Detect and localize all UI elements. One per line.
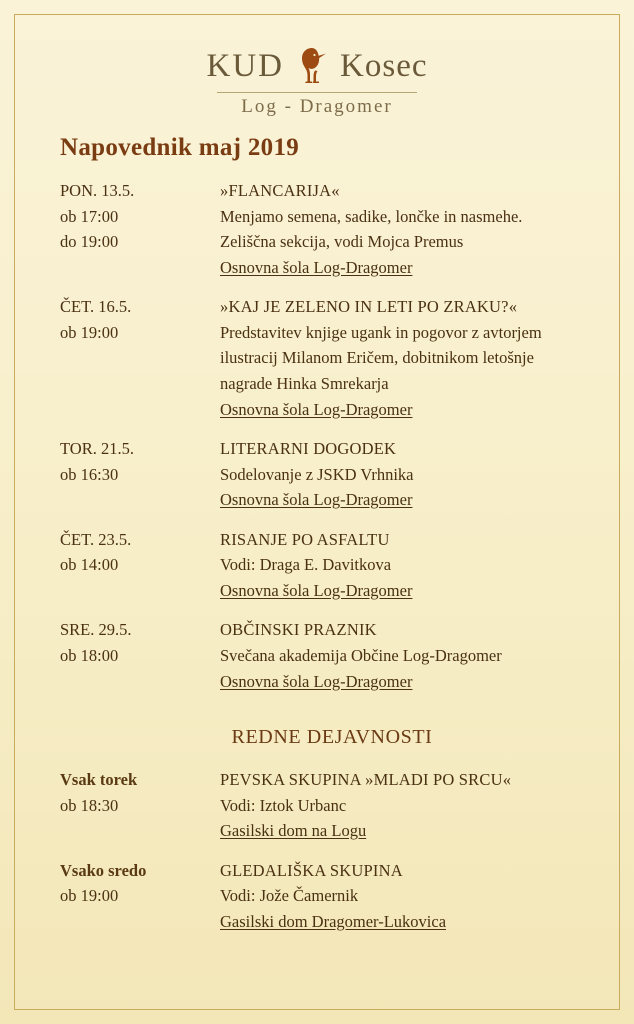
- event-row: [60, 617, 586, 694]
- page-title: Napovednik maj 2019: [60, 134, 300, 161]
- event-when: [60, 527, 220, 604]
- event-line: Svečana akademija Občine Log-Dragomer: [220, 646, 502, 665]
- event-line: Predstavitev knjige ugank in pogovor z avtorjem: [220, 322, 542, 342]
- event-details: [220, 617, 586, 694]
- event-time: ob 19:00: [60, 322, 119, 342]
- event-when: [60, 436, 220, 513]
- logo-word-kosec: Kosec: [340, 47, 428, 84]
- event-headline: RISANJE PO ASFALTU: [220, 529, 390, 549]
- event-date: TOR. 21.5.: [60, 439, 134, 459]
- event-headline: »FLANCARIJA«: [220, 181, 340, 200]
- logo-divider: [217, 92, 417, 93]
- logo-row: [48, 44, 586, 88]
- event-venue: Osnovna šola Log-Dragomer: [220, 257, 413, 277]
- regular-activity-headline: GLEDALIŠKA SKUPINA: [220, 860, 403, 880]
- event-row: [60, 436, 586, 513]
- logo-word-kud: KUD: [206, 47, 285, 84]
- event-row: [60, 527, 586, 604]
- regular-activity-time: ob 18:30: [60, 795, 119, 815]
- event-headline: OBČINSKI PRAZNIK: [220, 620, 377, 640]
- regular-activity-line: Vodi: Iztok Urbanc: [220, 795, 347, 815]
- event-details: [220, 294, 586, 422]
- event-headline: »KAJ JE ZELENO IN LETI PO ZRAKU?«: [220, 297, 518, 317]
- event-row: [60, 178, 586, 280]
- event-line: nagrade Hinka Smrekarja: [220, 373, 389, 393]
- event-details: [220, 436, 586, 513]
- regular-activity-day: Vsak torek: [60, 770, 138, 790]
- event-date: ČET. 16.5.: [60, 297, 132, 317]
- event-time: ob 17:00: [60, 206, 119, 226]
- event-time: ob 18:00: [60, 646, 119, 665]
- regular-activity-headline: PEVSKA SKUPINA »MLADI PO SRCU«: [220, 770, 512, 790]
- event-venue: Osnovna šola Log-Dragomer: [220, 580, 413, 600]
- poster-content: [14, 14, 620, 1010]
- regular-activity-venue: Gasilski dom na Logu: [220, 821, 367, 841]
- event-headline: LITERARNI DOGODEK: [220, 439, 397, 459]
- regular-activity-when: [60, 767, 220, 844]
- event-details: [220, 527, 586, 604]
- regular-activity-row: [60, 767, 586, 844]
- event-date: SRE. 29.5.: [60, 620, 132, 640]
- event-when: [60, 617, 220, 694]
- events-list: [60, 178, 586, 694]
- event-when: [60, 294, 220, 422]
- event-details: [220, 178, 586, 280]
- event-line: Vodi: Draga E. Davitkova: [220, 555, 392, 575]
- regular-activities-list: [60, 767, 586, 934]
- event-venue: Osnovna šola Log-Dragomer: [220, 399, 413, 419]
- event-when: [60, 178, 220, 280]
- event-time: ob 14:00: [60, 555, 119, 575]
- logo: [48, 44, 586, 118]
- event-line: Zeliščna sekcija, vodi Mojca Premus: [220, 232, 464, 252]
- event-time-end: do 19:00: [60, 232, 119, 252]
- event-row: [60, 294, 586, 422]
- regular-activity-day: Vsako sredo: [60, 860, 147, 880]
- regular-activity-details: [220, 858, 586, 935]
- bird-icon: [292, 44, 332, 88]
- event-date: ČET. 23.5.: [60, 529, 132, 549]
- regular-activity-row: [60, 858, 586, 935]
- regular-activity-details: [220, 767, 586, 844]
- event-venue: Osnovna šola Log-Dragomer: [220, 671, 413, 691]
- regular-activity-venue: Gasilski dom Dragomer-Lukovica: [220, 911, 447, 931]
- event-line: ilustracij Milanom Eričem, dobitnikom letošnje: [220, 348, 534, 368]
- event-date: PON. 13.5.: [60, 181, 135, 200]
- event-line: Menjamo semena, sadike, lončke in nasmehe.: [220, 206, 523, 226]
- section-heading-regular-activities: REDNE DEJAVNOSTI: [231, 726, 433, 749]
- event-time: ob 16:30: [60, 464, 119, 484]
- regular-activity-time: ob 19:00: [60, 886, 119, 906]
- logo-subtitle: Log - Dragomer: [241, 96, 393, 117]
- event-line: Sodelovanje z JSKD Vrhnika: [220, 464, 414, 484]
- regular-activity-when: [60, 858, 220, 935]
- event-venue: Osnovna šola Log-Dragomer: [220, 490, 413, 510]
- regular-activity-line: Vodi: Jože Čamernik: [220, 886, 359, 906]
